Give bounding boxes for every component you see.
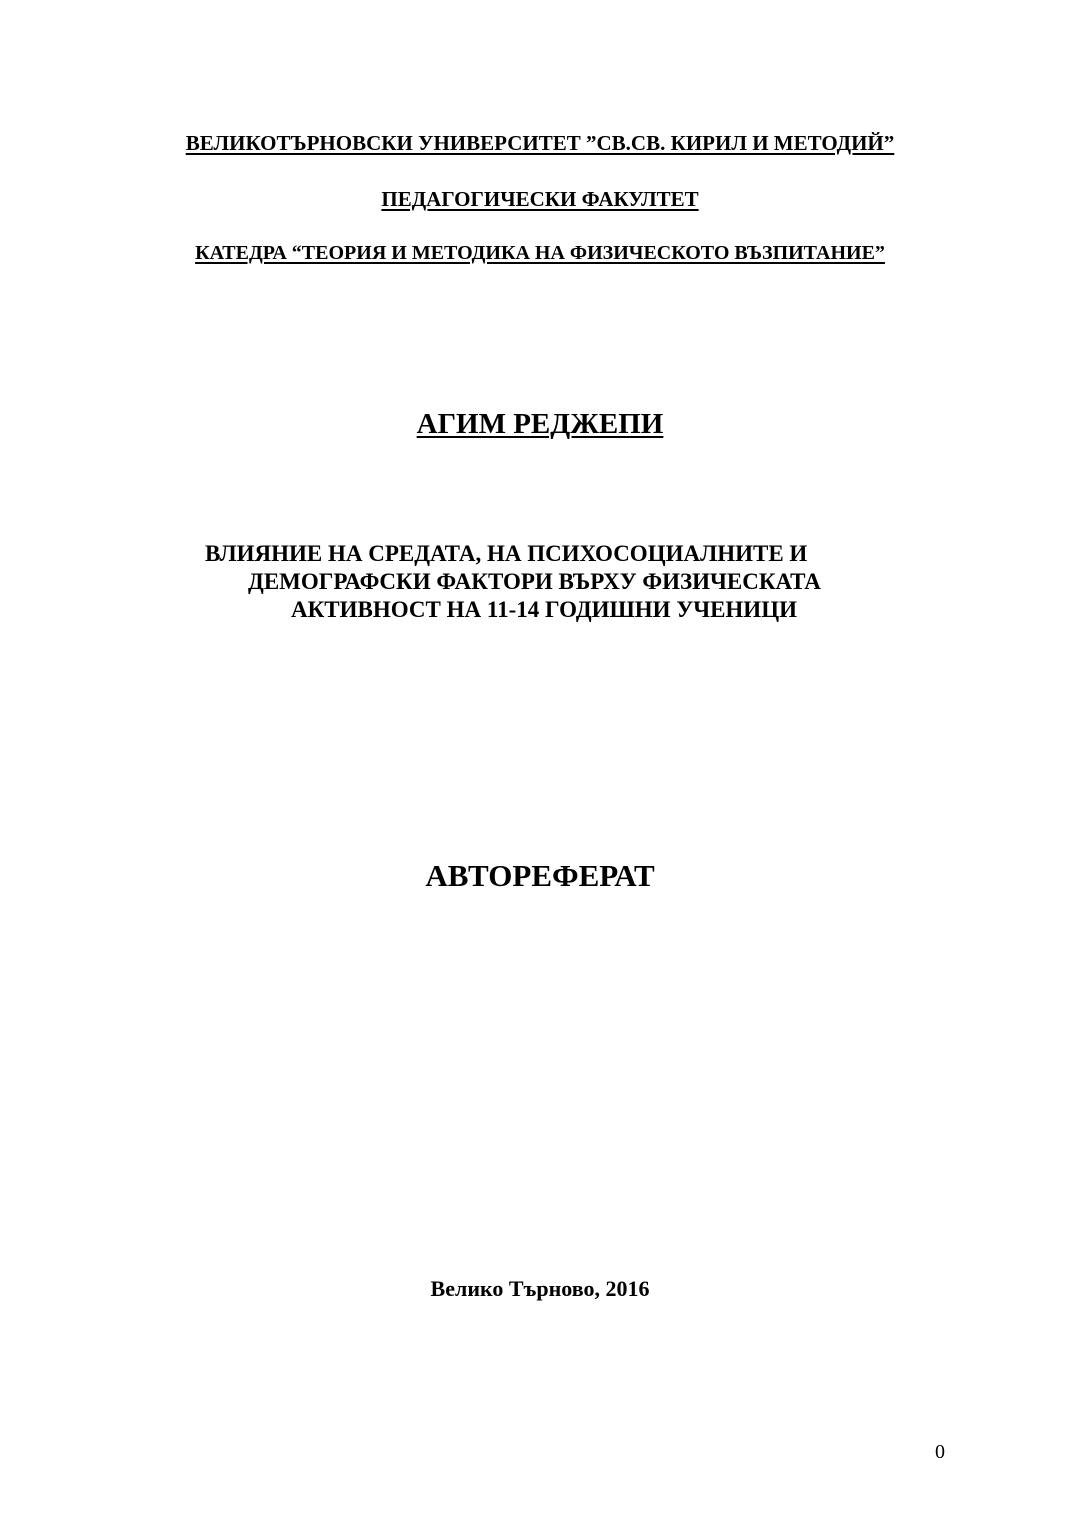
title-line: ДЕМОГРАФСКИ ФАКТОРИ ВЪРХУ ФИЗИЧЕСКАТА [248,569,821,594]
faculty-name: ПЕДАГОГИЧЕСКИ ФАКУЛТЕТ [381,187,699,211]
document-type: АВТОРЕФЕРАТ [425,858,655,893]
department-heading [0,242,1080,265]
faculty-heading [0,187,1080,212]
university-heading [0,131,1080,156]
title-line: АКТИВНОСТ НА 11-14 ГОДИШНИ УЧЕНИЦИ [291,597,797,622]
title-line: ВЛИЯНИЕ НА СРЕДАТА, НА ПСИХОСОЦИАЛНИТЕ И [205,541,808,566]
author-name: АГИМ РЕДЖЕПИ [416,408,664,440]
university-name: ВЕЛИКОТЪРНОВСКИ УНИВЕРСИТЕТ ”СВ.СВ. КИРИЛ И МЕТОДИЙ” [185,131,895,155]
department-name: КАТЕДРА “ТЕОРИЯ И МЕТОДИКА НА ФИЗИЧЕСКОТО ВЪЗПИТАНИЕ” [195,242,885,264]
page-number: 0 [935,1441,945,1463]
place-and-year: Велико Търново, 2016 [430,1276,650,1301]
author-heading [0,408,1080,441]
